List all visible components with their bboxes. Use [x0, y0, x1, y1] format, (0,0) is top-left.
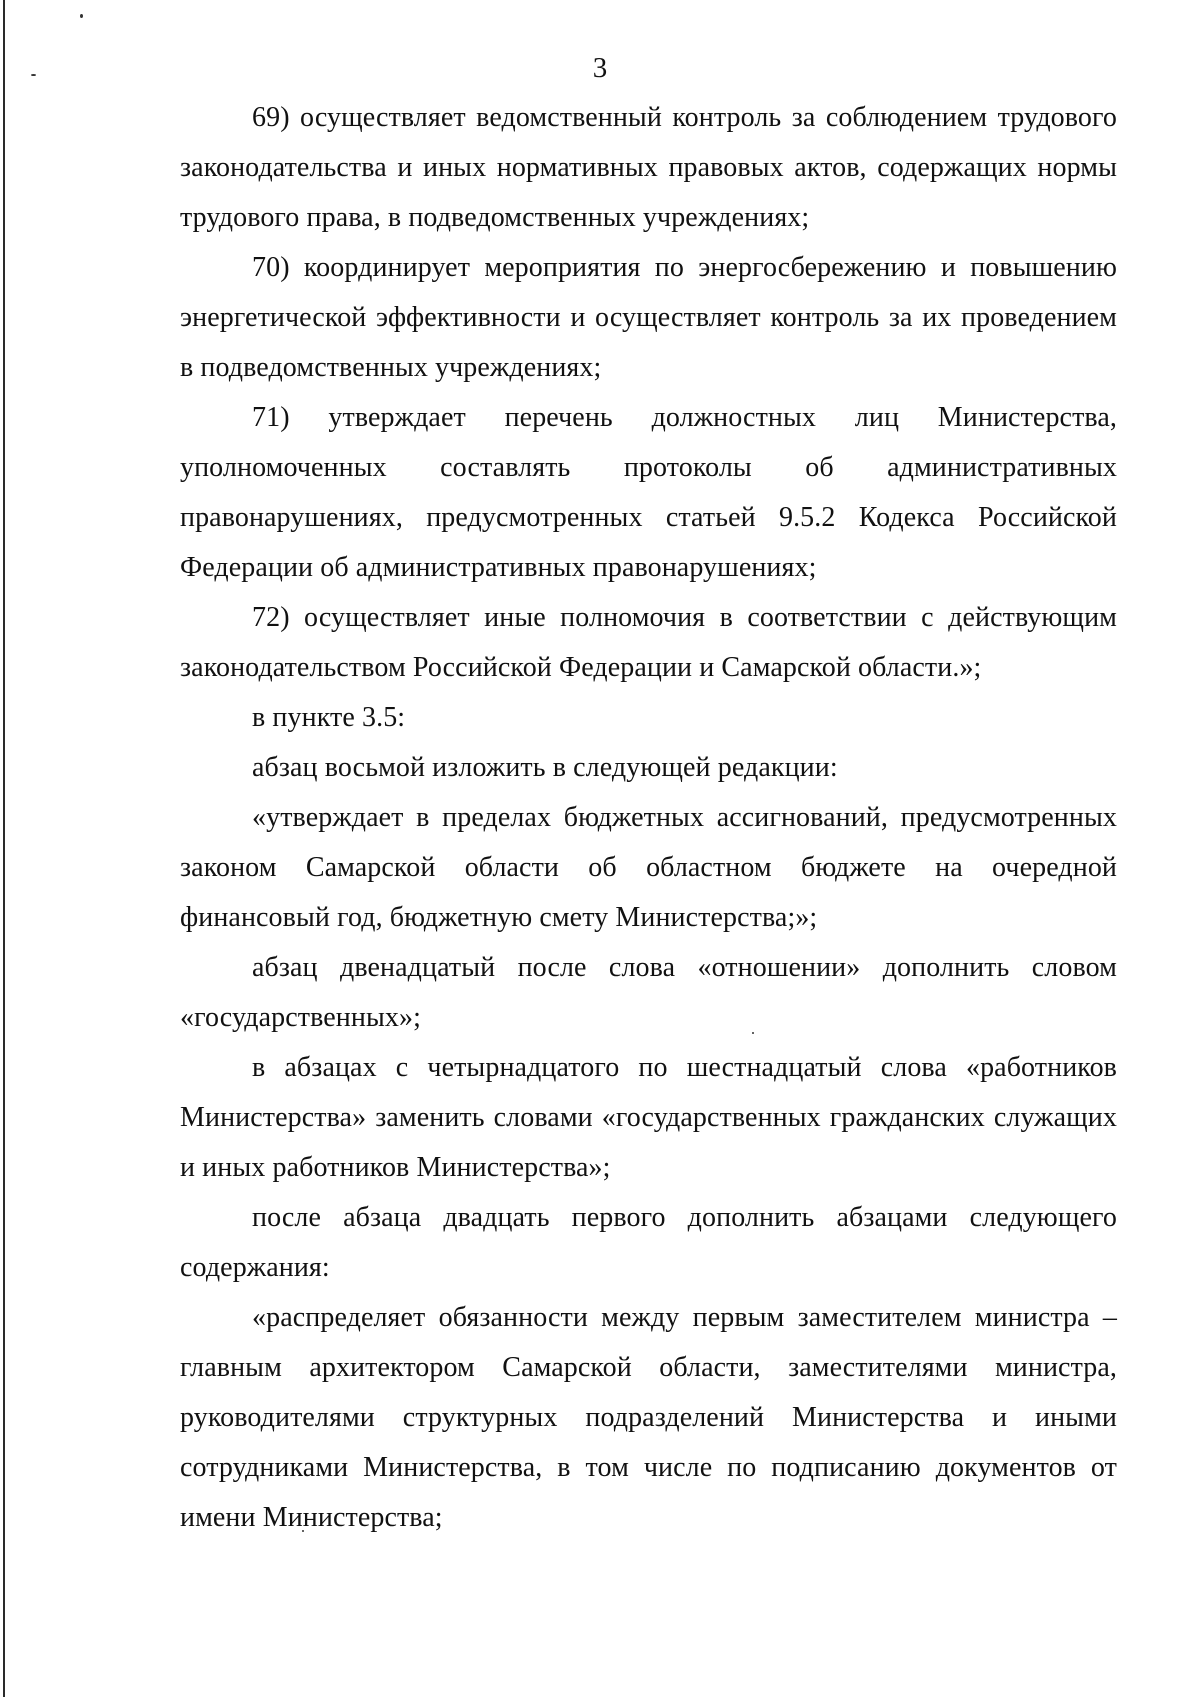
paragraph-distribute-duties: «распределяет обязанности между первым заместителем министра – главным архитектором Самарской области, заместителями министра, руководителями структурных подразделений Министерства и иными сотрудниками Министерства, в том числе по подписанию документов от имени Министерства;: [180, 1302, 1117, 1533]
paragraph-72: 72) осуществляет иные полномочия в соответствии с действующим законодательством Российской Федерации и Самарской области.»;: [180, 602, 1117, 683]
document-body: [180, 93, 1117, 1543]
paragraph-twelfth-abzac: абзац двенадцатый после слова «отношении» дополнить словом «государственных»;: [180, 952, 1117, 1033]
paragraph-after-twenty-first: после абзаца двадцать первого дополнить абзацами следующего содержания:: [180, 1202, 1117, 1283]
page-number: 3: [592, 52, 608, 84]
paragraph-70: 70) координирует мероприятия по энергосбережению и повышению энергетической эффективности и осуществляет контроль за их проведением в подведомственных учреждениях;: [180, 252, 1117, 383]
paragraph-clause-3-5: в пункте 3.5:: [252, 702, 406, 733]
scan-left-edge: [3, 0, 5, 1697]
paragraph-fourteenth-sixteenth: в абзацах с четырнадцатого по шестнадцатый слова «работников Министерства» заменить словами «государственных гражданских служащих и иных работников Министерства»;: [180, 1052, 1117, 1183]
paragraph-budget-quote: «утверждает в пределах бюджетных ассигнований, предусмотренных законом Самарской области об областном бюджете на очередной финансовый год, бюджетную смету Министерства;»;: [180, 802, 1117, 933]
scan-speck: [80, 14, 83, 18]
paragraph-69: 69) осуществляет ведомственный контроль за соблюдением трудового законодательства и иных нормативных правовых актов, содержащих нормы трудового права, в подведомственных учреждениях;: [180, 102, 1117, 233]
paragraph-eighth-abzac: абзац восьмой изложить в следующей редакции:: [252, 752, 838, 783]
paragraph-71: 71) утверждает перечень должностных лиц Министерства, уполномоченных составлять протоколы об административных правонарушениях, предусмотренных статьей 9.5.2 Кодекса Российской Федерации об административных правонарушениях;: [180, 402, 1117, 583]
